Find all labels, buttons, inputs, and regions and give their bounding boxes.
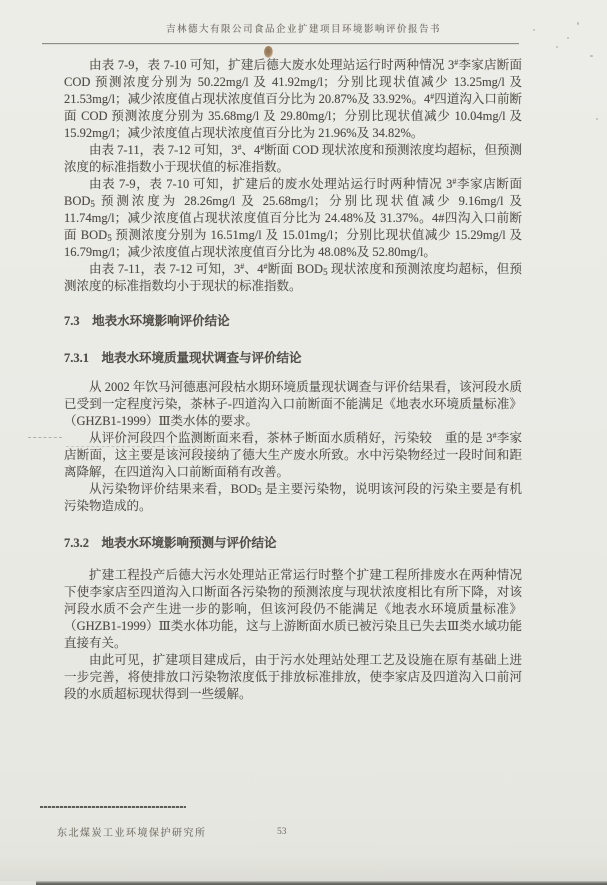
report-header-title: 吉林德大有限公司食品企业扩建项目环境影响评价报告书 — [165, 25, 441, 35]
paragraph-section-comparison: 从评价河段四个监测断面来看，茶林子断面水质稍好，污染较 重的是 3#李家店断面，这主要是该河段接纳了德大生产废水所致。水中污染物经过一段时间和距离降解，在四道沟入口前断面稍有改善。 — [64, 431, 522, 479]
scan-bottom-edge — [36, 881, 607, 885]
section-heading-7-3-1: 7.3.1 地表水环境质量现状调查与评价结论 — [64, 351, 302, 365]
scan-underline-artifact — [28, 437, 62, 438]
paragraph-main-pollutant: 从污染物评价结果来看，$BOD_5$ 是主要污染物，说明该河段的污染主要是有机污染物造成的。 — [64, 482, 522, 513]
paragraph-bod-prediction: 由表 7-9，表 7-10 可知，扩建后的废水处理站运行时两种情况 3#李家店断面 $BOD_5$ 预测浓度为 28.26mg/l 及 25.68mg/l；分别比现状值减少 9.16mg/l 及 11.74mg/l；减少浓度值占现状浓度值百分比为 24.48%及 31.37%。4#四沟入口前断面 $BOD_5$ 预测浓度分别为 16.51mg/l 及 15.01mg/l；分别比现状值减少 15.29mg/l 及 16.79mg/l；减少浓度值占现状浓度值百分比为 48.08%及 52.80mg/l。 — [64, 177, 522, 259]
scan-speckle — [533, 29, 535, 31]
scan-bottom-shadow — [0, 855, 607, 881]
scan-speckle — [567, 37, 569, 39]
paragraph-status-survey: 从 2002 年饮马河德惠河段枯水期环境质量现状调查与评价结果看，该河段水质已受到一定程度污染，茶林子-四道沟入口前断面不能满足《地表水环境质量标准》（GHZB1-1999）Ⅲ类水体的要求。 — [64, 380, 522, 428]
paragraph-bod-exceedance: 由表 7-11，表 7-12 可知，3#、4#断面 $BOD_5$ 现状浓度和预测浓度均超标，但预测浓度的标准指数均小于现状的标准指数。 — [64, 262, 522, 293]
scan-speckle — [590, 55, 593, 57]
page-body — [64, 57, 522, 703]
scan-speckle — [556, 46, 558, 48]
paragraph-cod-exceedance: 由表 7-11，表 7-12 可知，3#、4#断面 COD 现状浓度和预测浓度均超标，但预测浓度的标准指数小于现状值的标准指数。 — [64, 143, 522, 174]
scan-speckle — [577, 22, 579, 25]
section-heading-7-3: 7.3 地表水环境影响评价结论 — [64, 314, 230, 328]
header-rule — [42, 43, 519, 44]
paragraph-prediction-conclusion: 扩建工程投产后德大污水处理站正常运行时整个扩建工程所排废水在两种情况下使李家店至四道沟入口断面各污染物的预测浓度与现状浓度相比有所下降，对该河段水质不会产生进一步的影响，但该河段仍不能满足《地表水环境质量标准》（GHZB1-1999）Ⅲ类水体功能，这与上游断面水质已被污染且已失去Ⅲ类水域功能直接有关。 — [64, 568, 522, 650]
paragraph-final-conclusion: 由此可见，扩建项目建成后，由于污水处理站处理工艺及设施在原有基础上进一步完善，将使排放口污染物浓度低于排放标准排放，使李家店及四道沟入口前河段的水质超标现状得到一些缓解。 — [64, 653, 522, 701]
scan-speckle — [596, 118, 598, 120]
paragraph-cod-prediction: 由表 7-9，表 7-10 可知，扩建后德大废水处理站运行时两种情况 3#李家店断面 COD 预测浓度分别为 50.22mg/l 及 41.92mg/l；分别比现状值减少 13.25mg/l 及 21.53mg/l；减少浓度值占现状浓度值百分比为 20.87%及 33.92%。4#四道沟入口前断面 COD 预测浓度分别为 35.68mg/l 及 29.80mg/l；分别比现状值减少 10.04mg/l 及 15.92mg/l；减少浓度值占现状浓度值百分比为 21.96%及 34.82%。 — [64, 58, 522, 140]
footer-page-number: 53 — [277, 827, 287, 837]
scan-underline-artifact — [66, 446, 226, 447]
footer-organization: 东北煤炭工业环境保护研究所 — [57, 828, 207, 839]
section-heading-7-3-2: 7.3.2 地表水环境影响预测与评价结论 — [64, 536, 277, 550]
footer-rule — [40, 806, 186, 808]
